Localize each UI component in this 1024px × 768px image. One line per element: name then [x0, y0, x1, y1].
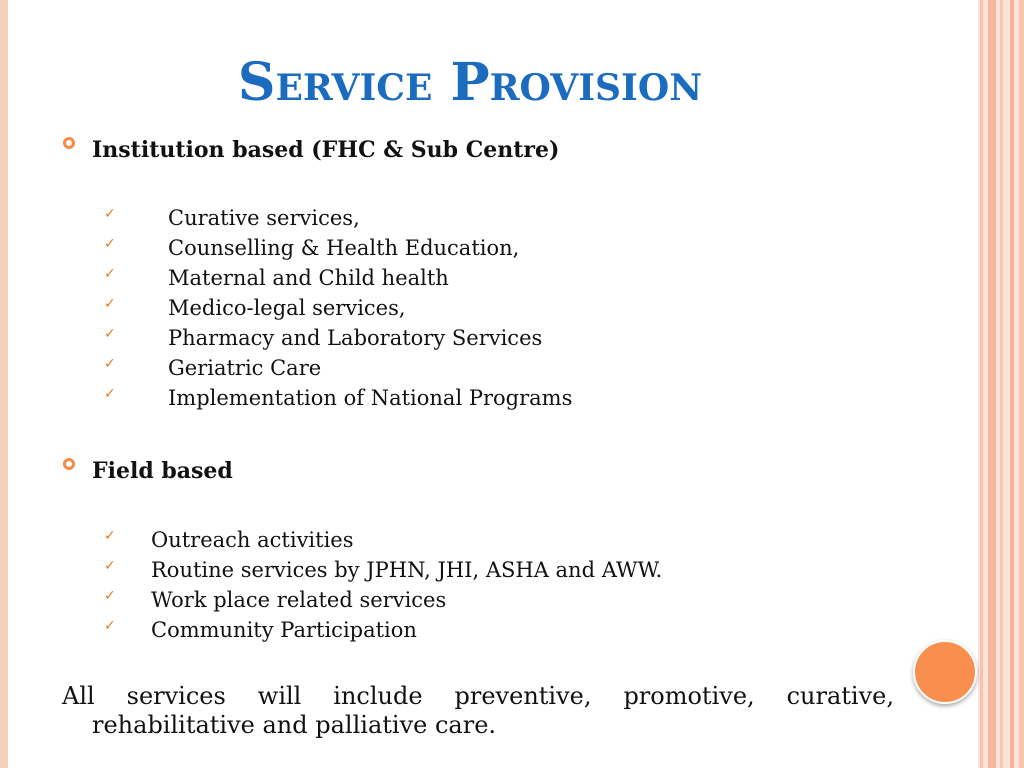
list-item — [104, 203, 704, 233]
list-item — [104, 555, 704, 585]
list-item-text: Maternal and Child health — [168, 266, 449, 290]
section-heading-field: Field based — [92, 458, 233, 484]
checkmark-icon: ✓ — [104, 386, 116, 402]
list-item — [104, 323, 704, 353]
right-border-line — [980, 0, 983, 768]
checkmark-icon: ✓ — [104, 326, 116, 342]
right-border-line — [1019, 0, 1024, 768]
checkmark-icon: ✓ — [104, 206, 116, 222]
list-item — [104, 233, 704, 263]
list-item-text: Implementation of National Programs — [168, 386, 573, 410]
circle-bullet-icon — [63, 137, 75, 149]
section-heading-institution: Institution based (FHC & Sub Centre) — [92, 137, 560, 163]
list-item-text: Pharmacy and Laboratory Services — [168, 326, 543, 350]
checkmark-icon: ✓ — [104, 356, 116, 372]
field-services-list — [104, 525, 704, 645]
list-item — [104, 525, 704, 555]
list-item — [104, 383, 704, 413]
slide-title: Service Provision — [237, 52, 703, 113]
decorative-orange-circle — [913, 640, 977, 704]
checkmark-icon: ✓ — [104, 266, 116, 282]
checkmark-icon: ✓ — [104, 618, 116, 634]
checkmark-icon: ✓ — [104, 296, 116, 312]
list-item-text: Geriatric Care — [168, 356, 322, 380]
list-item-text: Work place related services — [151, 588, 447, 612]
circle-bullet-icon — [63, 458, 75, 470]
list-item-text: Outreach activities — [151, 528, 354, 552]
list-item — [104, 585, 704, 615]
checkmark-icon: ✓ — [104, 236, 116, 252]
checkmark-icon: ✓ — [104, 528, 116, 544]
checkmark-icon: ✓ — [104, 558, 116, 574]
institution-services-list — [104, 203, 704, 413]
right-border-line — [1000, 0, 1003, 768]
closing-statement: All services will include preventive, promotive, curative, rehabilitative and palliative care. — [62, 682, 894, 739]
list-item-text: Medico-legal services, — [168, 296, 406, 320]
list-item-text: Routine services by JPHN, JHI, ASHA and AWW. — [151, 558, 663, 582]
list-item-text: Community Participation — [151, 618, 417, 642]
checkmark-icon: ✓ — [104, 588, 116, 604]
list-item-text: Curative services, — [168, 206, 360, 230]
list-item-text: Counselling & Health Education, — [168, 236, 520, 260]
list-item — [104, 353, 704, 383]
list-item — [104, 615, 704, 645]
list-item — [104, 263, 704, 293]
right-border-line — [1010, 0, 1014, 768]
right-border-line — [988, 0, 996, 768]
list-item — [104, 293, 704, 323]
